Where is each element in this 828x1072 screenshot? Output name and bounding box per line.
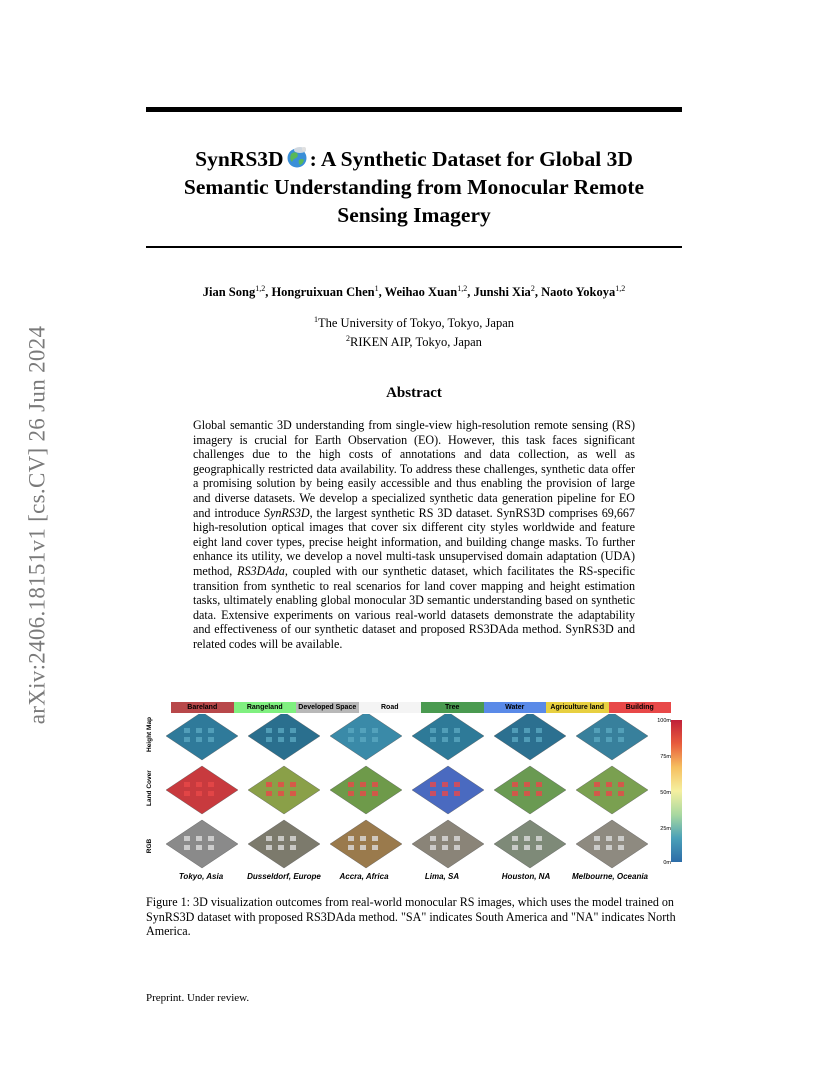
building-mark bbox=[196, 791, 202, 796]
author: Jian Song$^{1,2}$ bbox=[202, 284, 266, 300]
building-mark bbox=[524, 728, 530, 733]
building-mark bbox=[442, 845, 448, 850]
legend-chip: Water bbox=[484, 702, 547, 713]
paper-title bbox=[146, 145, 682, 229]
row-label-rgb: RGB bbox=[146, 838, 153, 854]
row-label-land-cover: Land Cover bbox=[146, 770, 153, 806]
arxiv-identifier-text: arXiv:2406.18151v1 [cs.CV] 26 Jun 2024 bbox=[24, 325, 50, 725]
height-colorbar bbox=[671, 720, 682, 862]
building-mark bbox=[208, 836, 214, 841]
author: Hongruixuan Chen$^1$ bbox=[271, 284, 379, 300]
building-mark bbox=[606, 737, 612, 742]
visualization-tile bbox=[494, 820, 566, 868]
building-mark bbox=[348, 737, 354, 742]
visualization-tile bbox=[412, 766, 484, 814]
affiliations bbox=[146, 312, 682, 350]
visualization-tile bbox=[330, 766, 402, 814]
building-mark bbox=[372, 836, 378, 841]
building-mark bbox=[512, 845, 518, 850]
building-mark bbox=[290, 737, 296, 742]
visualization-tile bbox=[576, 766, 648, 814]
building-mark bbox=[594, 728, 600, 733]
scale-tick: 100m bbox=[657, 718, 671, 724]
building-mark bbox=[594, 845, 600, 850]
building-mark bbox=[290, 791, 296, 796]
building-mark bbox=[196, 737, 202, 742]
building-mark bbox=[536, 782, 542, 787]
building-mark bbox=[360, 737, 366, 742]
building-mark bbox=[184, 782, 190, 787]
building-mark bbox=[430, 845, 436, 850]
visualization-tile bbox=[166, 766, 238, 814]
abstract-text: Global semantic 3D understanding from single-view high-resolution remote sensing (RS) imagery is crucial for Earth Observation (EO). However, this task faces significant challenges due to the high costs of annotations and data collection, as well as geographically restricted data availability. To address these challenges, synthetic data offer a promising solution by being easily accessible and thus enabling the provision of large and diverse datasets. We develop a specialized synthetic data generation pipeline for EO and introduce SynRS3D, the largest synthetic RS 3D dataset. SynRS3D comprises 69,667 high-resolution optical images that cover six different city styles worldwide and feature eight land cover types, precise height information, and building change masks. To further enhance its utility, we develop a novel multi-task unsupervised domain adaptation (UDA) method, RS3DAda, coupled with our synthetic dataset, which facilitates the RS-specific transition from synthetic to real scenarios for land cover mapping and height estimation tasks, ultimately enabling global monocular 3D semantic understanding based on synthetic data. Extensive experiments on various real-world datasets demonstrate the adaptability and effectiveness of our synthetic dataset and proposed RS3DAda method. SynRS3D and related codes will be available. bbox=[193, 418, 635, 651]
building-mark bbox=[606, 836, 612, 841]
building-mark bbox=[184, 737, 190, 742]
building-mark bbox=[606, 845, 612, 850]
visualization-tiles bbox=[164, 714, 664, 874]
building-mark bbox=[360, 728, 366, 733]
building-mark bbox=[290, 728, 296, 733]
title-rule-top bbox=[146, 107, 682, 112]
building-mark bbox=[208, 737, 214, 742]
building-mark bbox=[278, 845, 284, 850]
building-mark bbox=[372, 782, 378, 787]
building-mark bbox=[594, 782, 600, 787]
building-mark bbox=[348, 728, 354, 733]
city-label: Melbourne, Oceania bbox=[571, 872, 649, 881]
building-mark bbox=[442, 737, 448, 742]
title-name: SynRS3D bbox=[195, 147, 284, 171]
building-mark bbox=[512, 791, 518, 796]
building-mark bbox=[442, 728, 448, 733]
building-mark bbox=[196, 845, 202, 850]
city-label: Accra, Africa bbox=[339, 872, 389, 881]
legend-chip: Road bbox=[359, 702, 422, 713]
title-rule-bottom bbox=[146, 246, 682, 248]
building-mark bbox=[208, 791, 214, 796]
building-mark bbox=[278, 737, 284, 742]
building-mark bbox=[348, 791, 354, 796]
building-mark bbox=[266, 737, 272, 742]
building-mark bbox=[372, 845, 378, 850]
visualization-tile bbox=[412, 820, 484, 868]
building-mark bbox=[594, 737, 600, 742]
building-mark bbox=[278, 728, 284, 733]
globe-icon bbox=[285, 145, 309, 169]
building-mark bbox=[208, 782, 214, 787]
building-mark bbox=[278, 791, 284, 796]
building-mark bbox=[524, 782, 530, 787]
row-label-height-map: Height Map bbox=[146, 716, 153, 752]
building-mark bbox=[348, 782, 354, 787]
building-mark bbox=[290, 845, 296, 850]
building-mark bbox=[184, 728, 190, 733]
city-label: Dusseldorf, Europe bbox=[247, 872, 321, 881]
figure-1 bbox=[146, 700, 682, 886]
legend-chip: Bareland bbox=[171, 702, 234, 713]
building-mark bbox=[454, 728, 460, 733]
title-line-2: Semantic Understanding from Monocular Remote bbox=[183, 175, 645, 199]
building-mark bbox=[606, 782, 612, 787]
building-mark bbox=[536, 836, 542, 841]
building-mark bbox=[372, 728, 378, 733]
legend-chip: Tree bbox=[421, 702, 484, 713]
building-mark bbox=[536, 791, 542, 796]
building-mark bbox=[512, 737, 518, 742]
author-list: Jian Song$^{1,2}$, Hongruixuan Chen$^1$, Weihao Xuan$^{1,2}$, Junshi Xia$^2$, Naoto Yokoya$^{1,2}$ bbox=[202, 284, 626, 300]
building-mark bbox=[196, 836, 202, 841]
building-mark bbox=[454, 836, 460, 841]
building-mark bbox=[208, 728, 214, 733]
building-mark bbox=[454, 782, 460, 787]
building-mark bbox=[360, 836, 366, 841]
building-mark bbox=[594, 836, 600, 841]
building-mark bbox=[266, 728, 272, 733]
building-mark bbox=[524, 791, 530, 796]
building-mark bbox=[618, 845, 624, 850]
land-cover-legend bbox=[171, 702, 671, 713]
building-mark bbox=[184, 791, 190, 796]
legend-chip: Developed Space bbox=[296, 702, 359, 713]
building-mark bbox=[290, 782, 296, 787]
building-mark bbox=[512, 836, 518, 841]
building-mark bbox=[372, 791, 378, 796]
building-mark bbox=[430, 737, 436, 742]
building-mark bbox=[512, 782, 518, 787]
affiliation: $^2$RIKEN AIP, Tokyo, Japan bbox=[346, 334, 482, 350]
building-mark bbox=[618, 728, 624, 733]
city-label: Tokyo, Asia bbox=[178, 872, 224, 881]
building-mark bbox=[454, 845, 460, 850]
building-mark bbox=[524, 836, 530, 841]
building-mark bbox=[360, 791, 366, 796]
building-mark bbox=[360, 845, 366, 850]
building-mark bbox=[442, 836, 448, 841]
building-mark bbox=[618, 791, 624, 796]
visualization-tile bbox=[166, 820, 238, 868]
author: Naoto Yokoya$^{1,2}$ bbox=[541, 284, 626, 300]
building-mark bbox=[524, 845, 530, 850]
building-mark bbox=[348, 836, 354, 841]
visualization-tile bbox=[576, 820, 648, 868]
building-mark bbox=[278, 836, 284, 841]
building-mark bbox=[278, 782, 284, 787]
building-mark bbox=[618, 782, 624, 787]
visualization-tile bbox=[494, 766, 566, 814]
building-mark bbox=[348, 845, 354, 850]
building-mark bbox=[606, 728, 612, 733]
arxiv-identifier bbox=[22, 290, 52, 760]
building-mark bbox=[454, 737, 460, 742]
legend-chip: Building bbox=[609, 702, 672, 713]
building-mark bbox=[524, 737, 530, 742]
building-mark bbox=[430, 782, 436, 787]
author: Weihao Xuan$^{1,2}$ bbox=[384, 284, 468, 300]
building-mark bbox=[442, 782, 448, 787]
building-mark bbox=[594, 791, 600, 796]
building-mark bbox=[618, 737, 624, 742]
building-mark bbox=[266, 782, 272, 787]
building-mark bbox=[266, 845, 272, 850]
building-mark bbox=[266, 836, 272, 841]
author: Junshi Xia$^2$ bbox=[473, 284, 535, 300]
visualization-tile bbox=[248, 766, 320, 814]
building-mark bbox=[430, 791, 436, 796]
scale-tick: 25m bbox=[660, 826, 671, 832]
city-label: Houston, NA bbox=[501, 872, 551, 881]
building-mark bbox=[536, 845, 542, 850]
building-mark bbox=[184, 845, 190, 850]
building-mark bbox=[618, 836, 624, 841]
building-mark bbox=[360, 782, 366, 787]
visualization-tile bbox=[330, 820, 402, 868]
visualization-tile bbox=[248, 820, 320, 868]
building-mark bbox=[184, 836, 190, 841]
title-line-1: : A Synthetic Dataset for Global 3D bbox=[309, 147, 633, 171]
building-mark bbox=[196, 782, 202, 787]
building-mark bbox=[536, 737, 542, 742]
building-mark bbox=[290, 836, 296, 841]
building-mark bbox=[430, 836, 436, 841]
scale-tick: 50m bbox=[660, 790, 671, 796]
affiliation: $^1$The University of Tokyo, Tokyo, Japan bbox=[313, 315, 515, 331]
abstract-heading: Abstract bbox=[386, 385, 442, 401]
building-mark bbox=[208, 845, 214, 850]
building-mark bbox=[266, 791, 272, 796]
building-mark bbox=[442, 791, 448, 796]
building-mark bbox=[372, 737, 378, 742]
building-mark bbox=[536, 728, 542, 733]
building-mark bbox=[606, 791, 612, 796]
building-mark bbox=[512, 728, 518, 733]
legend-chip: Rangeland bbox=[234, 702, 297, 713]
figure-caption: Figure 1: 3D visualization outcomes from real-world monocular RS images, which uses the model trained on SynRS3D dataset with proposed RS3DAda method. "SA" indicates South America and "NA" indicates North America. bbox=[146, 895, 676, 939]
legend-chip: Agriculture land bbox=[546, 702, 609, 713]
building-mark bbox=[430, 728, 436, 733]
preprint-note: Preprint. Under review. bbox=[146, 992, 250, 1004]
city-label: Lima, SA bbox=[424, 872, 460, 881]
building-mark bbox=[454, 791, 460, 796]
building-mark bbox=[196, 728, 202, 733]
scale-tick: 75m bbox=[660, 754, 671, 760]
title-line-3: Sensing Imagery bbox=[337, 203, 491, 227]
scale-tick: 0m bbox=[663, 860, 671, 866]
